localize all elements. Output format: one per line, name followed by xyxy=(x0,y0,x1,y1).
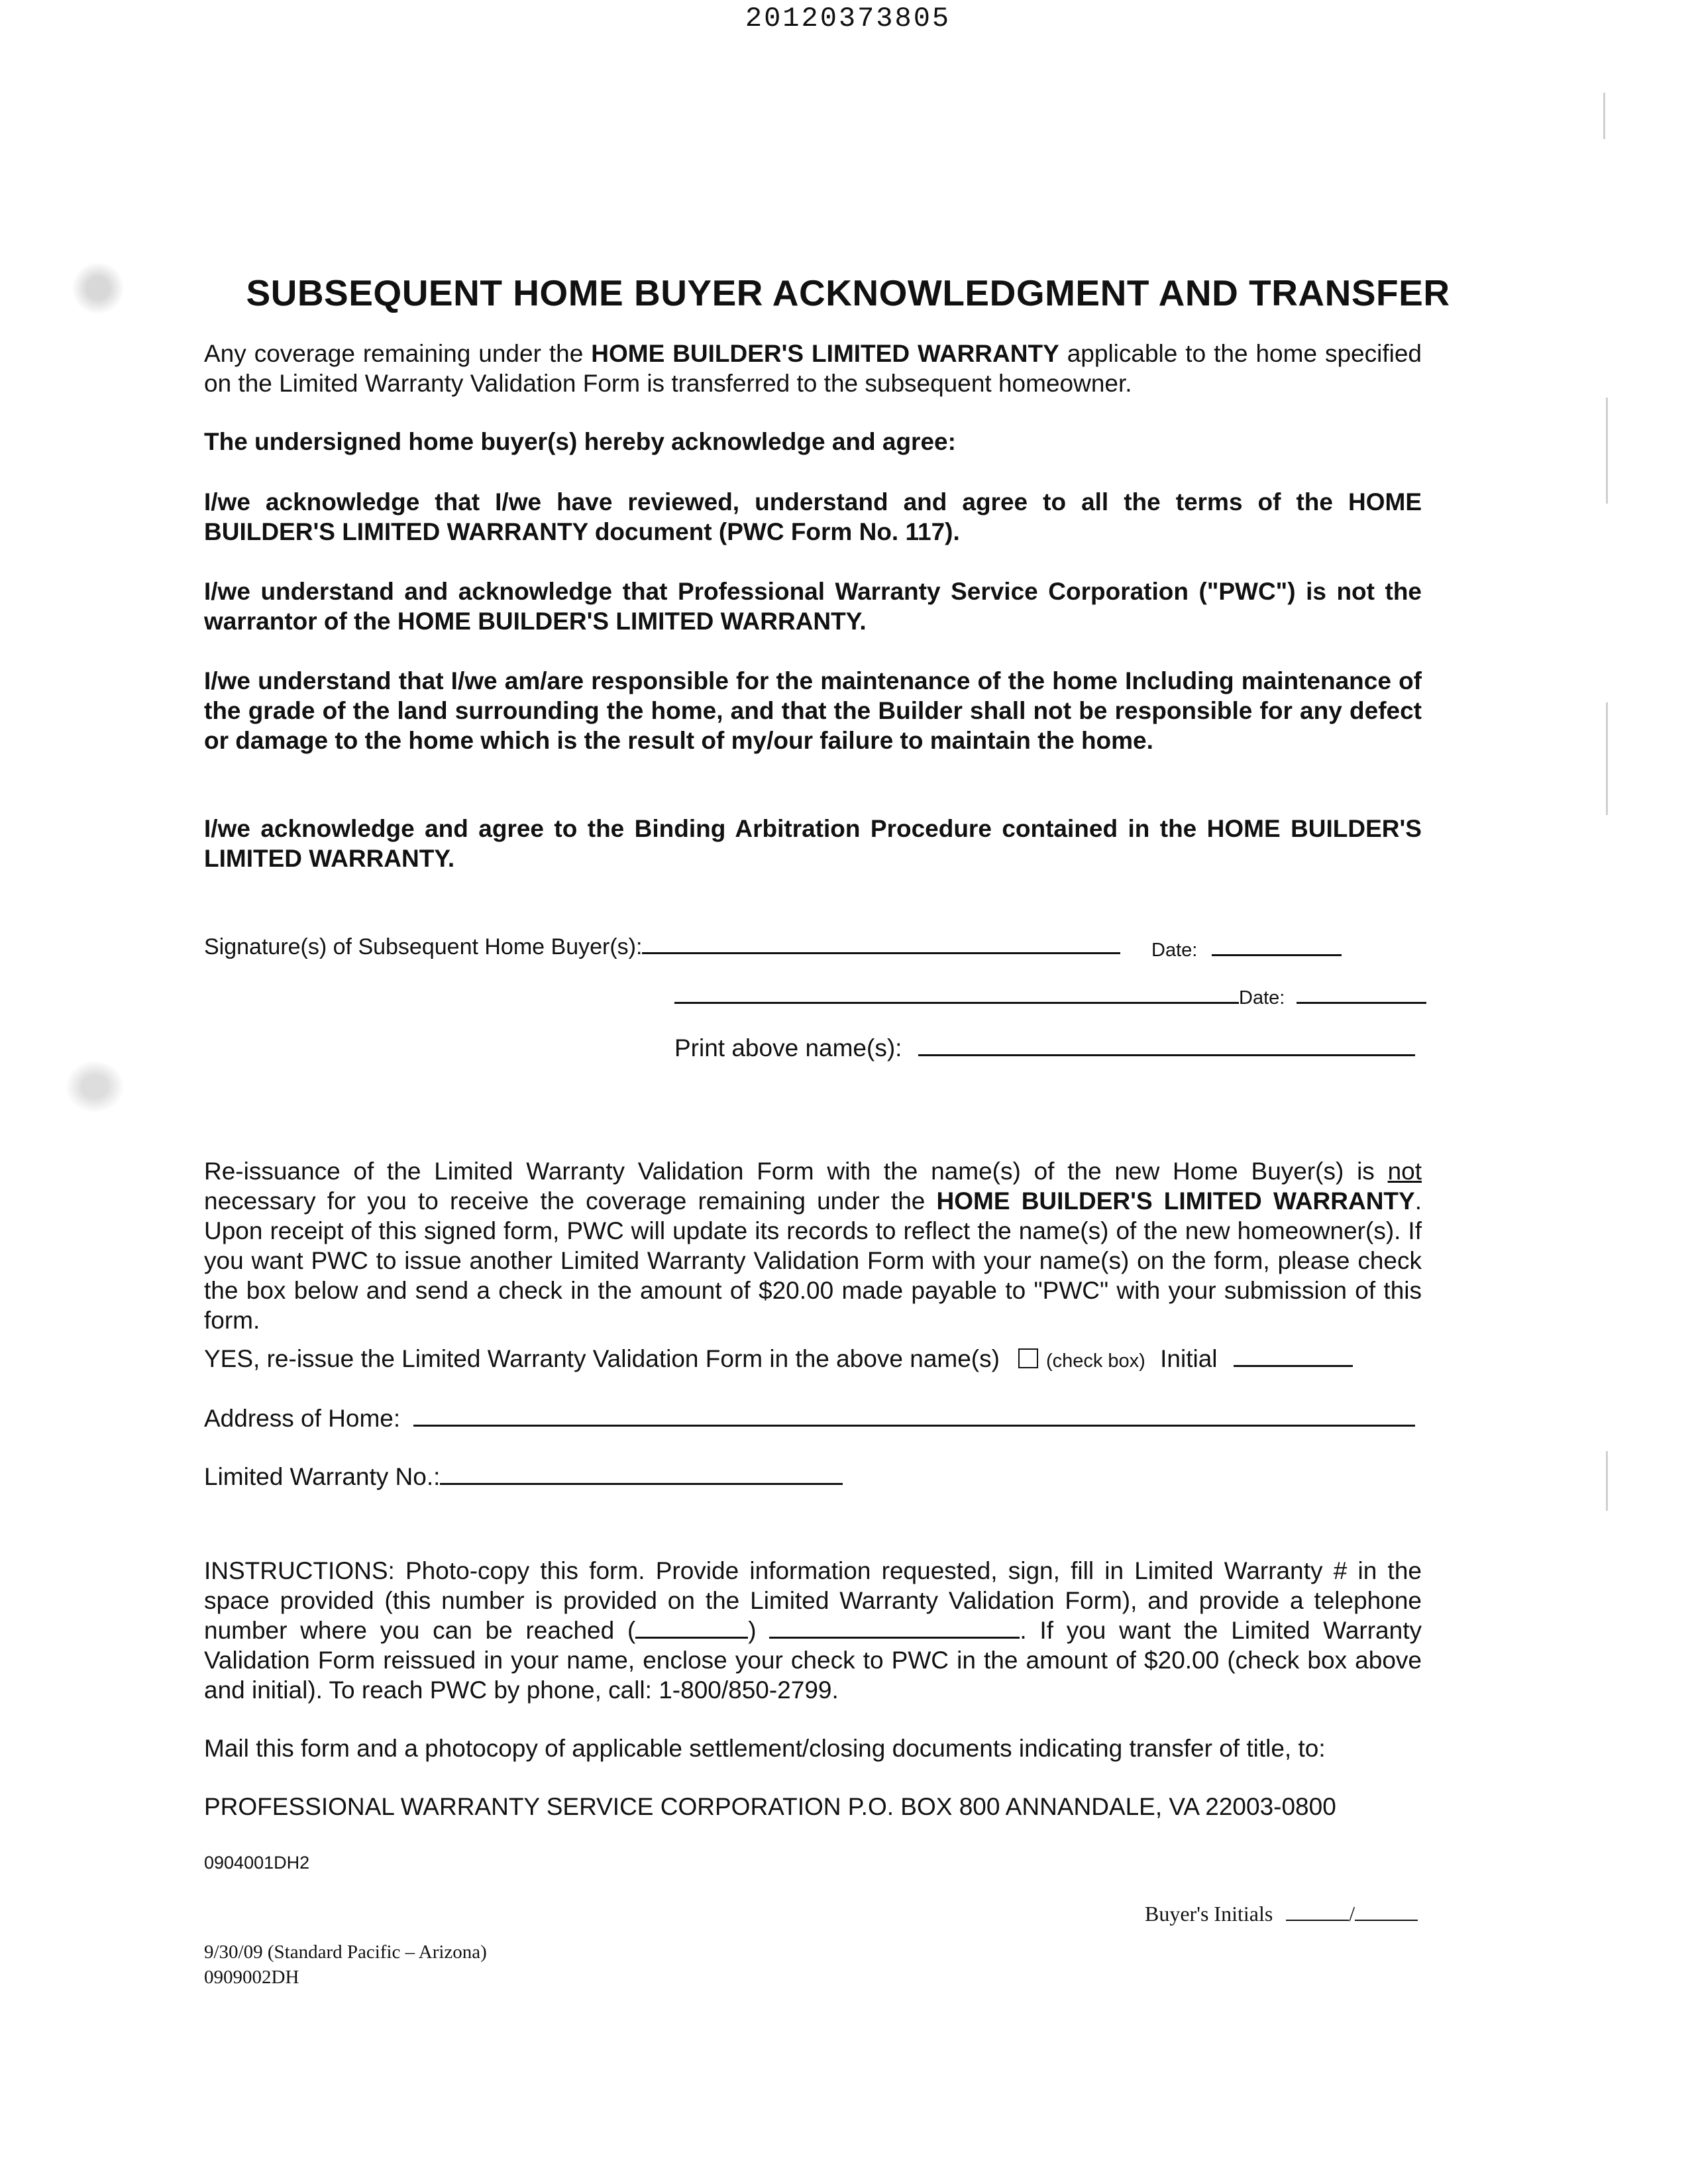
date-line[interactable] xyxy=(1212,954,1342,956)
scan-noise xyxy=(1603,93,1605,139)
warranty-number-line[interactable] xyxy=(440,1483,843,1485)
print-name-label: Print above name(s): xyxy=(674,1034,902,1062)
print-name-row xyxy=(674,1034,1415,1062)
reissue-paragraph: Re-issuance of the Limited Warranty Validation Form with the name(s) of the new Home Buyer(s) is not necessary for you to receive the coverage remaining under the HOME BUILDER'S LIMITED WARRANTY. Upon receipt of this signed form, PWC will update its records to reflect the name(s) of the new homeowner(s). If you want PWC to issue another Limited Warranty Validation Form with your name(s) on the form, please check the box below and send a check in the amount of $20.00 made payable to "PWC" with your submission of this form. xyxy=(204,1158,1422,1334)
reissue-checkbox[interactable] xyxy=(1018,1348,1038,1368)
second-signature-row xyxy=(674,987,1426,1009)
reissue-checkbox-row xyxy=(204,1345,1353,1373)
acknowledgment-warrantor: I/we understand and acknowledge that Professional Warranty Service Corporation ("PWC") is not the warrantor of the HOME BUILDER'S LIMITED WARRANTY. xyxy=(204,578,1422,635)
second-signature-line[interactable] xyxy=(674,1002,1239,1004)
mail-instructions: Mail this form and a photocopy of applicable settlement/closing documents indicating transfer of title, to: xyxy=(204,1735,1326,1762)
initial-line[interactable] xyxy=(1234,1365,1353,1367)
date-label: Date: xyxy=(1151,940,1198,961)
signature-row xyxy=(204,934,1120,960)
scan-noise xyxy=(1606,702,1608,815)
scan-speck xyxy=(65,1060,125,1113)
buyer-initial-line-1[interactable] xyxy=(1286,1920,1349,1921)
address-line[interactable] xyxy=(413,1425,1415,1427)
print-name-line[interactable] xyxy=(918,1054,1415,1056)
instructions-paragraph: INSTRUCTIONS: Photo-copy this form. Provide information requested, sign, fill in Limited Warranty # in the space provided (this number is provided on the Limited Warranty Validation Form), and provide a telephone number where you can be reached ( ) . If you want the Limited Warranty Validation Form reissued in your name, enclose your check to PWC in the amount of $20.00 (check box above and initial). To reach PWC by phone, call: 1-800/850-2799. xyxy=(204,1557,1422,1704)
date-label: Date: xyxy=(1239,987,1285,1009)
document-number: 20120373805 xyxy=(745,3,951,34)
acknowledgment-maintenance: I/we understand that I/we am/are responsible for the maintenance of the home Including maintenance of the grade of the land surrounding the home, and that the Builder shall not be responsible for any defect or damage to the home which is the result of my/our failure to maintain the home. xyxy=(204,667,1422,754)
phone-number-line[interactable] xyxy=(769,1637,1020,1639)
mailing-address: PROFESSIONAL WARRANTY SERVICE CORPORATION P.O. BOX 800 ANNANDALE, VA 22003-0800 xyxy=(204,1793,1336,1820)
signature-line[interactable] xyxy=(642,952,1120,954)
acknowledgment-arbitration: I/we acknowledge and agree to the Binding Arbitration Procedure contained in the HOME BUILDER'S LIMITED WARRANTY. xyxy=(204,815,1422,872)
scan-noise xyxy=(1606,1451,1608,1511)
acknowledgment-terms: I/we acknowledge that I/we have reviewed, understand and agree to all the terms of the HOME BUILDER'S LIMITED WARRANTY document (PWC Form No. 117). xyxy=(204,488,1422,545)
warranty-number-row xyxy=(204,1463,843,1491)
buyer-initial-line-2[interactable] xyxy=(1355,1920,1418,1921)
reissue-label: YES, re-issue the Limited Warranty Validation Form in the above name(s) xyxy=(204,1345,1000,1372)
acknowledge-heading: The undersigned home buyer(s) hereby acknowledge and agree: xyxy=(204,428,956,455)
page-title: SUBSEQUENT HOME BUYER ACKNOWLEDGMENT AND TRANSFER xyxy=(246,272,1450,313)
footer-code: 0909002DH xyxy=(204,1967,299,1988)
signature-date-row xyxy=(1151,940,1342,961)
scan-noise xyxy=(1606,398,1608,504)
scan-speck xyxy=(72,262,125,315)
buyer-initials-row: Buyer's Initials / xyxy=(1145,1902,1418,1926)
buyer-initials-label: Buyer's Initials xyxy=(1145,1902,1273,1926)
second-date-line[interactable] xyxy=(1297,1002,1426,1004)
address-row xyxy=(204,1405,1415,1433)
signature-label: Signature(s) of Subsequent Home Buyer(s): xyxy=(204,934,643,959)
initial-label: Initial xyxy=(1160,1345,1218,1372)
address-label: Address of Home: xyxy=(204,1405,401,1432)
warranty-number-label: Limited Warranty No.: xyxy=(204,1463,441,1490)
form-code: 0904001DH2 xyxy=(204,1853,310,1873)
area-code-line[interactable] xyxy=(635,1637,748,1639)
intro-paragraph: Any coverage remaining under the HOME BUILDER'S LIMITED WARRANTY applicable to the home specified on the Limited Warranty Validation Form is transferred to the subsequent homeowner. xyxy=(204,340,1422,397)
footer-date: 9/30/09 (Standard Pacific – Arizona) xyxy=(204,1941,487,1963)
check-box-note: (check box) xyxy=(1045,1350,1145,1372)
